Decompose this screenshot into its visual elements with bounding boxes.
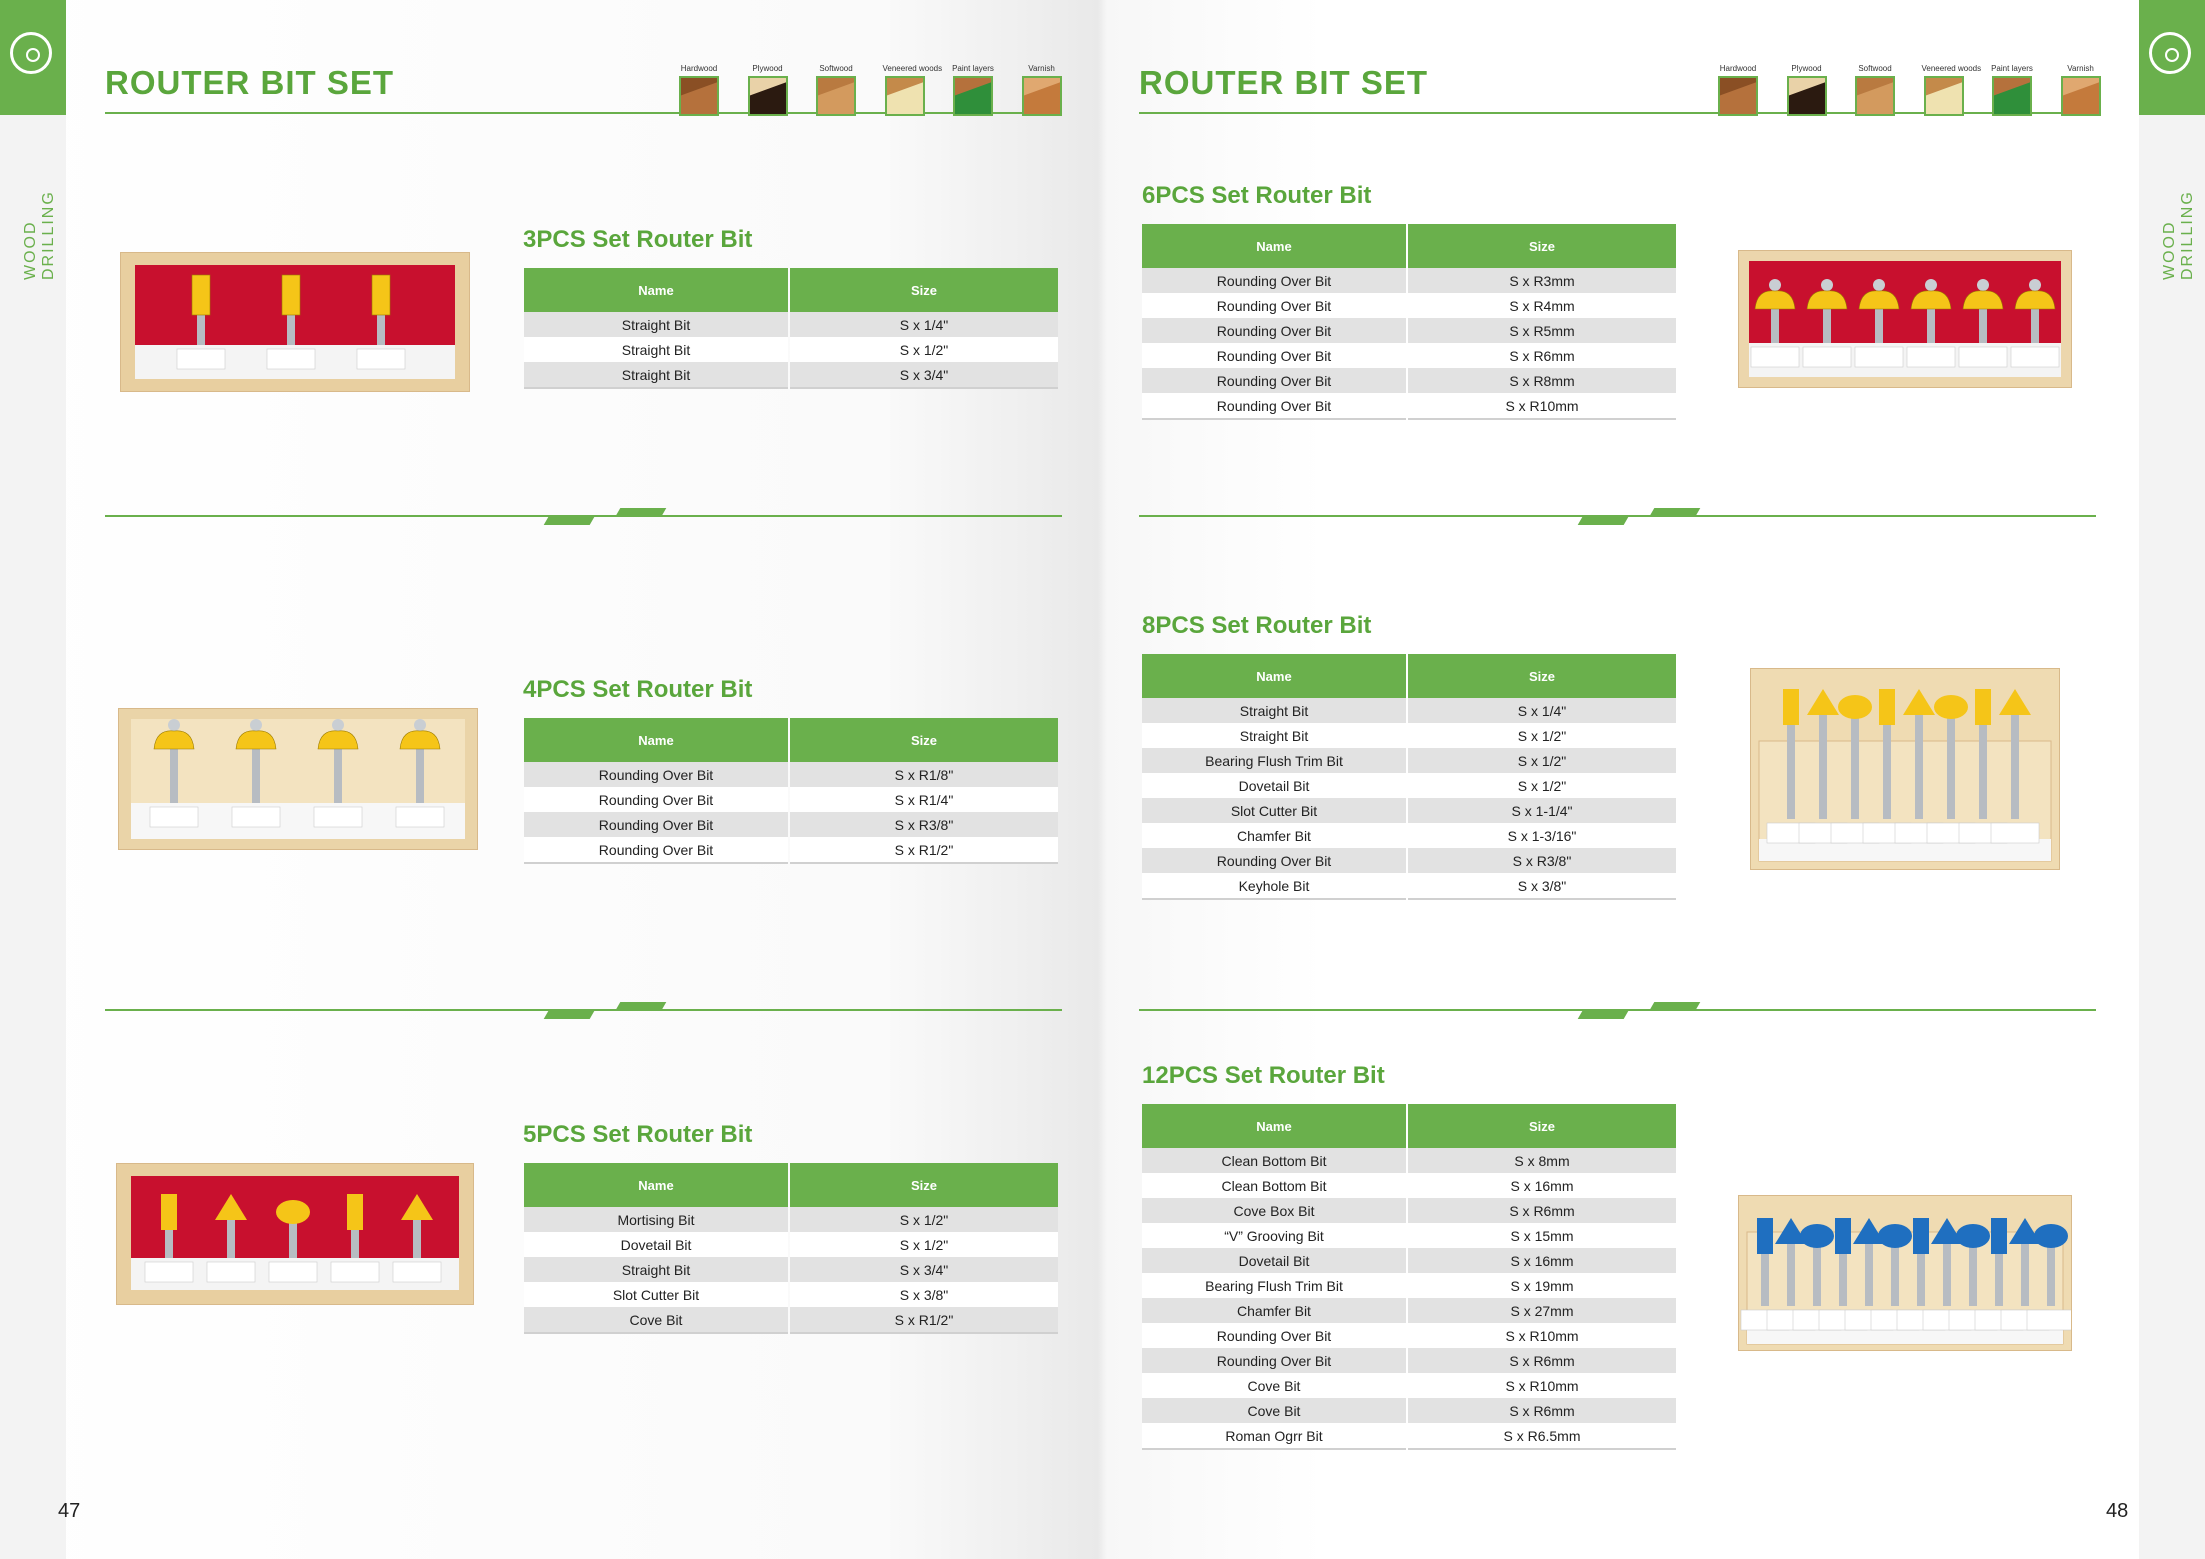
left-side-tab	[0, 0, 66, 115]
product-photo-5pcs	[116, 1163, 474, 1305]
bit-size-cell: S x 16mm	[1408, 1248, 1676, 1273]
bit-card	[1751, 347, 1799, 367]
bit-name-cell: Rounding Over Bit	[1142, 368, 1406, 393]
table-row	[1142, 773, 1676, 798]
bit-name-cell: “V” Grooving Bit	[1142, 1223, 1406, 1248]
divider-tab	[616, 1002, 667, 1010]
table-row	[524, 337, 1058, 362]
spec-table-6pcs	[1140, 224, 1678, 420]
material-veneered-woods	[1921, 64, 1982, 116]
bit-name-cell: Cove Bit	[524, 1307, 788, 1334]
bit-name-cell: Slot Cutter Bit	[1142, 798, 1406, 823]
bit-name-cell: Bearing Flush Trim Bit	[1142, 748, 1406, 773]
table-row	[524, 837, 1058, 864]
bit-name-cell: Roman Ogrr Bit	[1142, 1423, 1406, 1450]
bit-size-cell: S x 1-1/4"	[1408, 798, 1676, 823]
saw-blade-logo-icon	[2149, 32, 2191, 74]
divider-tab	[544, 1011, 595, 1019]
material-plywood	[746, 64, 790, 116]
plywood-icon	[748, 76, 788, 116]
set-title-4pcs: 4PCS Set Router Bit	[523, 676, 753, 703]
bit-name-cell: Rounding Over Bit	[1142, 343, 1406, 368]
paint-layers-icon	[1992, 76, 2032, 116]
bit-card	[177, 349, 225, 369]
spec-table-3pcs	[522, 268, 1060, 389]
spec-table-12pcs	[1140, 1104, 1678, 1450]
set-title-8pcs: 8PCS Set Router Bit	[1142, 612, 1372, 639]
left-side-band	[0, 0, 66, 1559]
table-row	[1142, 698, 1676, 723]
product-photo-8pcs	[1750, 668, 2060, 870]
softwood-icon	[816, 76, 856, 116]
column-header-name: Name	[524, 718, 788, 762]
table-row	[1142, 1423, 1676, 1450]
bit-size-cell: S x 1-3/16"	[1408, 823, 1676, 848]
table-row	[1142, 268, 1676, 293]
material-paint-layers	[951, 64, 995, 116]
bit-card	[269, 1262, 317, 1282]
bit-name-cell: Straight Bit	[1142, 723, 1406, 748]
bit-size-cell: S x 1/2"	[790, 337, 1058, 362]
softwood-icon	[1855, 76, 1895, 116]
bit-name-cell: Straight Bit	[524, 362, 788, 389]
bit-name-cell: Rounding Over Bit	[524, 787, 788, 812]
bit-name-cell: Dovetail Bit	[1142, 1248, 1406, 1273]
right-page-title: ROUTER BIT SET	[1139, 64, 1429, 101]
material-label: Varnish	[2067, 64, 2094, 73]
table-row	[1142, 848, 1676, 873]
bit-card	[357, 349, 405, 369]
bit-size-cell: S x 3/4"	[790, 1257, 1058, 1282]
table-row	[1142, 1373, 1676, 1398]
table-row	[1142, 1323, 1676, 1348]
bit-size-cell: S x 1/2"	[790, 1232, 1058, 1257]
bit-card	[2027, 1310, 2072, 1330]
hardwood-icon	[679, 76, 719, 116]
bit-name-cell: Straight Bit	[524, 1257, 788, 1282]
bit-card	[393, 1262, 441, 1282]
bit-card	[2011, 347, 2059, 367]
bit-name-cell: Chamfer Bit	[1142, 1298, 1406, 1323]
bit-name-cell: Clean Bottom Bit	[1142, 1148, 1406, 1173]
bit-name-cell: Slot Cutter Bit	[524, 1282, 788, 1307]
bit-name-cell: Rounding Over Bit	[1142, 318, 1406, 343]
table-row	[1142, 798, 1676, 823]
column-header-size: Size	[1408, 224, 1676, 268]
table-row	[1142, 873, 1676, 900]
divider-tab	[616, 508, 667, 516]
right-section-label: WOOD DRILLING	[2161, 190, 2196, 280]
bit-card	[1855, 347, 1903, 367]
divider-tab	[1650, 1002, 1701, 1010]
varnish-icon	[2061, 76, 2101, 116]
table-row	[1142, 1223, 1676, 1248]
set-title-12pcs: 12PCS Set Router Bit	[1142, 1062, 1385, 1089]
page-number-left: 47	[58, 1500, 81, 1522]
table-row	[1142, 318, 1676, 343]
bit-name-cell: Rounding Over Bit	[1142, 293, 1406, 318]
bit-size-cell: S x R6mm	[1408, 343, 1676, 368]
bit-size-cell: S x R10mm	[1408, 1373, 1676, 1398]
column-header-name: Name	[524, 1163, 788, 1207]
bit-card	[150, 807, 198, 827]
table-row	[1142, 1398, 1676, 1423]
bit-card	[1907, 347, 1955, 367]
saw-blade-logo-icon	[10, 32, 52, 74]
bit-size-cell: S x R3/8"	[1408, 848, 1676, 873]
material-label: Plywood	[752, 64, 783, 73]
table-row	[1142, 293, 1676, 318]
bit-size-cell: S x 1/4"	[790, 312, 1058, 337]
bit-size-cell: S x 1/2"	[790, 1207, 1058, 1232]
bit-name-cell: Rounding Over Bit	[1142, 393, 1406, 420]
table-row	[1142, 1273, 1676, 1298]
bit-size-cell: S x R3mm	[1408, 268, 1676, 293]
spec-table-4pcs	[522, 718, 1060, 864]
bit-name-cell: Cove Box Bit	[1142, 1198, 1406, 1223]
bit-size-cell: S x R3/8"	[790, 812, 1058, 837]
left-page-title: ROUTER BIT SET	[105, 64, 395, 101]
veneered-woods-icon	[1924, 76, 1964, 116]
table-row	[1142, 1348, 1676, 1373]
table-row	[1142, 823, 1676, 848]
product-photo-3pcs	[120, 252, 470, 392]
material-hardwood	[677, 64, 721, 116]
product-photo-12pcs	[1738, 1195, 2072, 1351]
bit-name-cell: Keyhole Bit	[1142, 873, 1406, 900]
bit-size-cell: S x 19mm	[1408, 1273, 1676, 1298]
bit-size-cell: S x 1/2"	[1408, 723, 1676, 748]
table-row	[524, 1282, 1058, 1307]
material-label: Veneered woods	[882, 64, 943, 73]
bit-name-cell: Rounding Over Bit	[1142, 1323, 1406, 1348]
material-label: Varnish	[1028, 64, 1055, 73]
divider-tab	[1578, 1011, 1629, 1019]
column-header-name: Name	[1142, 1104, 1406, 1148]
bit-name-cell: Rounding Over Bit	[1142, 848, 1406, 873]
product-photo-6pcs	[1738, 250, 2072, 388]
material-veneered-woods	[882, 64, 943, 116]
table-row	[1142, 368, 1676, 393]
column-header-name: Name	[1142, 224, 1406, 268]
bit-size-cell: S x R1/2"	[790, 837, 1058, 864]
column-header-size: Size	[790, 268, 1058, 312]
table-row	[1142, 748, 1676, 773]
material-plywood	[1785, 64, 1829, 116]
table-row	[524, 362, 1058, 389]
table-row	[524, 762, 1058, 787]
spec-table-8pcs	[1140, 654, 1678, 900]
bit-size-cell: S x 1/4"	[1408, 698, 1676, 723]
plywood-icon	[1787, 76, 1827, 116]
bit-size-cell: S x R4mm	[1408, 293, 1676, 318]
page-number-right: 48	[2106, 1500, 2129, 1522]
hardwood-icon	[1718, 76, 1758, 116]
bit-card	[314, 807, 362, 827]
bit-name-cell: Bearing Flush Trim Bit	[1142, 1273, 1406, 1298]
divider-tab	[1650, 508, 1701, 516]
bit-size-cell: S x 27mm	[1408, 1298, 1676, 1323]
bit-size-cell: S x R1/8"	[790, 762, 1058, 787]
bit-size-cell: S x 3/8"	[790, 1282, 1058, 1307]
spec-table-5pcs	[522, 1163, 1060, 1334]
table-row	[1142, 393, 1676, 420]
bit-size-cell: S x R1/4"	[790, 787, 1058, 812]
left-section-label: WOOD DRILLING	[22, 190, 57, 280]
bit-name-cell: Rounding Over Bit	[524, 762, 788, 787]
bit-size-cell: S x R5mm	[1408, 318, 1676, 343]
material-softwood	[1853, 64, 1897, 116]
bit-card	[1959, 347, 2007, 367]
bit-name-cell: Dovetail Bit	[1142, 773, 1406, 798]
table-row	[524, 1307, 1058, 1334]
bit-size-cell: S x 8mm	[1408, 1148, 1676, 1173]
material-label: Paint layers	[1991, 64, 2033, 73]
bit-name-cell: Rounding Over Bit	[1142, 268, 1406, 293]
bit-card	[232, 807, 280, 827]
material-varnish	[1020, 64, 1064, 116]
table-row	[1142, 343, 1676, 368]
bit-size-cell: S x R1/2"	[790, 1307, 1058, 1334]
material-hardwood	[1716, 64, 1760, 116]
bit-card	[331, 1262, 379, 1282]
column-header-name: Name	[524, 268, 788, 312]
bit-size-cell: S x 3/4"	[790, 362, 1058, 389]
bit-name-cell: Rounding Over Bit	[524, 837, 788, 864]
divider-tab	[1578, 517, 1629, 525]
bit-size-cell: S x 1/2"	[1408, 773, 1676, 798]
bit-size-cell: S x R6mm	[1408, 1348, 1676, 1373]
material-label: Paint layers	[952, 64, 994, 73]
bit-name-cell: Clean Bottom Bit	[1142, 1173, 1406, 1198]
material-softwood	[814, 64, 858, 116]
bit-name-cell: Rounding Over Bit	[1142, 1348, 1406, 1373]
material-varnish	[2059, 64, 2103, 116]
bit-size-cell: S x R10mm	[1408, 393, 1676, 420]
product-photo-4pcs	[118, 708, 478, 850]
bit-size-cell: S x R6mm	[1408, 1398, 1676, 1423]
bit-name-cell: Mortising Bit	[524, 1207, 788, 1232]
bit-card	[1991, 823, 2039, 843]
set-title-5pcs: 5PCS Set Router Bit	[523, 1121, 753, 1148]
column-header-size: Size	[790, 1163, 1058, 1207]
set-title-6pcs: 6PCS Set Router Bit	[1142, 182, 1372, 209]
right-side-tab	[2139, 0, 2205, 115]
bit-size-cell: S x 16mm	[1408, 1173, 1676, 1198]
bit-size-cell: S x R6.5mm	[1408, 1423, 1676, 1450]
column-header-size: Size	[1408, 654, 1676, 698]
material-label: Hardwood	[680, 64, 718, 73]
bit-name-cell: Cove Bit	[1142, 1373, 1406, 1398]
table-row	[524, 1257, 1058, 1282]
column-header-name: Name	[1142, 654, 1406, 698]
bit-name-cell: Straight Bit	[524, 312, 788, 337]
material-paint-layers	[1990, 64, 2034, 116]
set-title-3pcs: 3PCS Set Router Bit	[523, 226, 753, 253]
bit-name-cell: Rounding Over Bit	[524, 812, 788, 837]
material-label: Hardwood	[1719, 64, 1757, 73]
table-row	[524, 1207, 1058, 1232]
table-row	[524, 812, 1058, 837]
right-side-band	[2139, 0, 2205, 1559]
divider-tab	[544, 517, 595, 525]
bit-card	[207, 1262, 255, 1282]
bit-size-cell: S x R6mm	[1408, 1198, 1676, 1223]
table-row	[1142, 1198, 1676, 1223]
bit-name-cell: Cove Bit	[1142, 1398, 1406, 1423]
bit-name-cell: Chamfer Bit	[1142, 823, 1406, 848]
column-header-size: Size	[1408, 1104, 1676, 1148]
varnish-icon	[1022, 76, 1062, 116]
table-row	[1142, 1248, 1676, 1273]
bit-name-cell: Straight Bit	[1142, 698, 1406, 723]
bit-size-cell: S x 15mm	[1408, 1223, 1676, 1248]
material-label: Softwood	[819, 64, 853, 73]
material-label: Veneered woods	[1921, 64, 1982, 73]
table-row	[524, 1232, 1058, 1257]
veneered-woods-icon	[885, 76, 925, 116]
paint-layers-icon	[953, 76, 993, 116]
bit-card	[396, 807, 444, 827]
bit-card	[267, 349, 315, 369]
column-header-size: Size	[790, 718, 1058, 762]
table-row	[1142, 1298, 1676, 1323]
bit-name-cell: Straight Bit	[524, 337, 788, 362]
material-label: Softwood	[1858, 64, 1892, 73]
bit-card	[145, 1262, 193, 1282]
material-label: Plywood	[1791, 64, 1822, 73]
table-row	[1142, 1148, 1676, 1173]
bit-size-cell: S x 3/8"	[1408, 873, 1676, 900]
bit-size-cell: S x R10mm	[1408, 1323, 1676, 1348]
bit-size-cell: S x 1/2"	[1408, 748, 1676, 773]
bit-name-cell: Dovetail Bit	[524, 1232, 788, 1257]
bit-size-cell: S x R8mm	[1408, 368, 1676, 393]
table-row	[524, 787, 1058, 812]
table-row	[1142, 1173, 1676, 1198]
bit-card	[1803, 347, 1851, 367]
table-row	[1142, 723, 1676, 748]
table-row	[524, 312, 1058, 337]
